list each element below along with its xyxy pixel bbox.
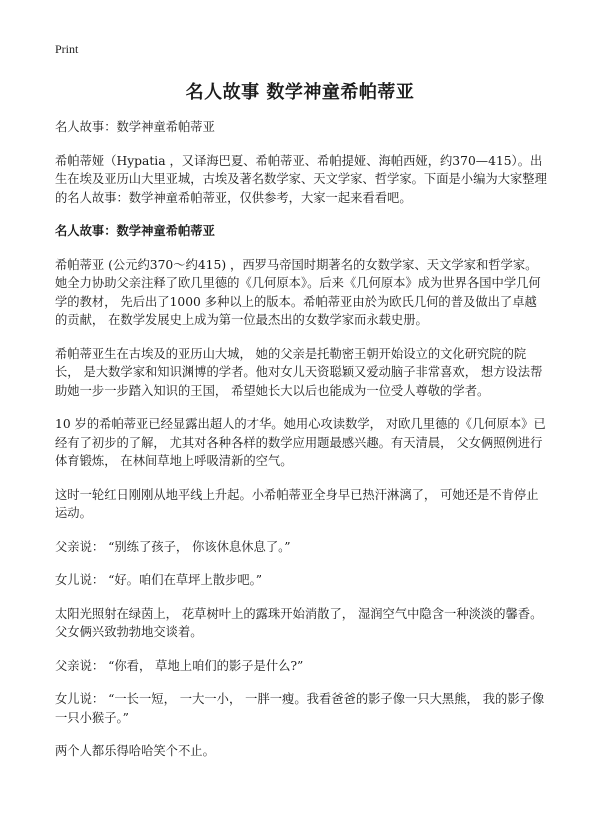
paragraph: 太阳光照射在绿茵上， 花草树叶上的露珠开始消散了， 湿润空气中隐含一种淡淡的馨香。父女俩兴致勃勃地交谈着。 [55, 606, 543, 639]
section-heading: 名人故事：数学神童希帕蒂亚 [55, 223, 215, 238]
dialogue-line: 父亲说： “别练了孩子， 你该休息休息了。” [55, 539, 291, 554]
paragraph: 两个人都乐得哈哈笑个不止。 [55, 744, 215, 758]
dialogue-line: 父亲说： “你看， 草地上咱们的影子是什么?” [55, 658, 304, 673]
article-body [55, 118, 547, 776]
print-link[interactable]: Print [55, 42, 79, 56]
article-intro: 希帕蒂娅（Hypatia ，又译海巴夏、希帕蒂亚、希帕提娅、海帕西娅，约370—415）。出生在埃及亚历山大里亚城，古埃及著名数学家、天文学家、哲学家。下面是小编为大家整理的名人故事：数学神童希帕蒂亚，仅供参考，大家一起来看看吧。 [55, 153, 547, 205]
dialogue-line: 女儿说： “一长一短， 一大一小， 一胖一瘦。我看爸爸的影子像一只大黑熊， 我的影子像一只小猴子。” [55, 692, 545, 725]
paragraph: 10 岁的希帕蒂亚已经显露出超人的才华。她用心攻读数学， 对欧几里德的《几何原本》已经有了初步的了解， 尤其对各种各样的数学应用题最感兴趣。有天清晨， 父女俩照例进行体育锻炼， 在林间草地上呼吸清新的空气。 [55, 417, 546, 468]
article-subtitle: 名人故事：数学神童希帕蒂亚 [55, 120, 215, 134]
paragraph: 这时一轮红日刚刚从地平线上升起。小希帕蒂亚全身早已热汗淋漓了， 可她还是不肯停止运动。 [55, 487, 539, 520]
paragraph: 希帕蒂亚生在古埃及的亚历山大城， 她的父亲是托勒密王朝开始设立的文化研究院的院长， 是大数学家和知识渊博的学者。他对女儿天资聪颖又爱动脑子非常喜欢， 想方设法帮助她一步一步踏入知识的王国， 希望她长大以后也能成为一位受人尊敬的学者。 [55, 346, 543, 398]
dialogue-line: 女儿说： “好。咱们在草坪上散步吧。” [55, 573, 263, 587]
paragraph: 希帕蒂亚 (公元约370～约415) ，西罗马帝国时期著名的女数学家、天文学家和哲学家。她全力协助父亲注释了欧几里德的《几何原本》。后来《几何原本》成为世界各国中学几何学的教材， 先后出了1000 多种以上的版本。希帕蒂亚由於为欧氏几何的普及做出了卓越的贡献， 在数学发展史上成为第一位最杰出的女数学家而永载史册。 [55, 257, 541, 327]
page-title: 名人故事 数学神童希帕蒂亚 [185, 82, 415, 103]
